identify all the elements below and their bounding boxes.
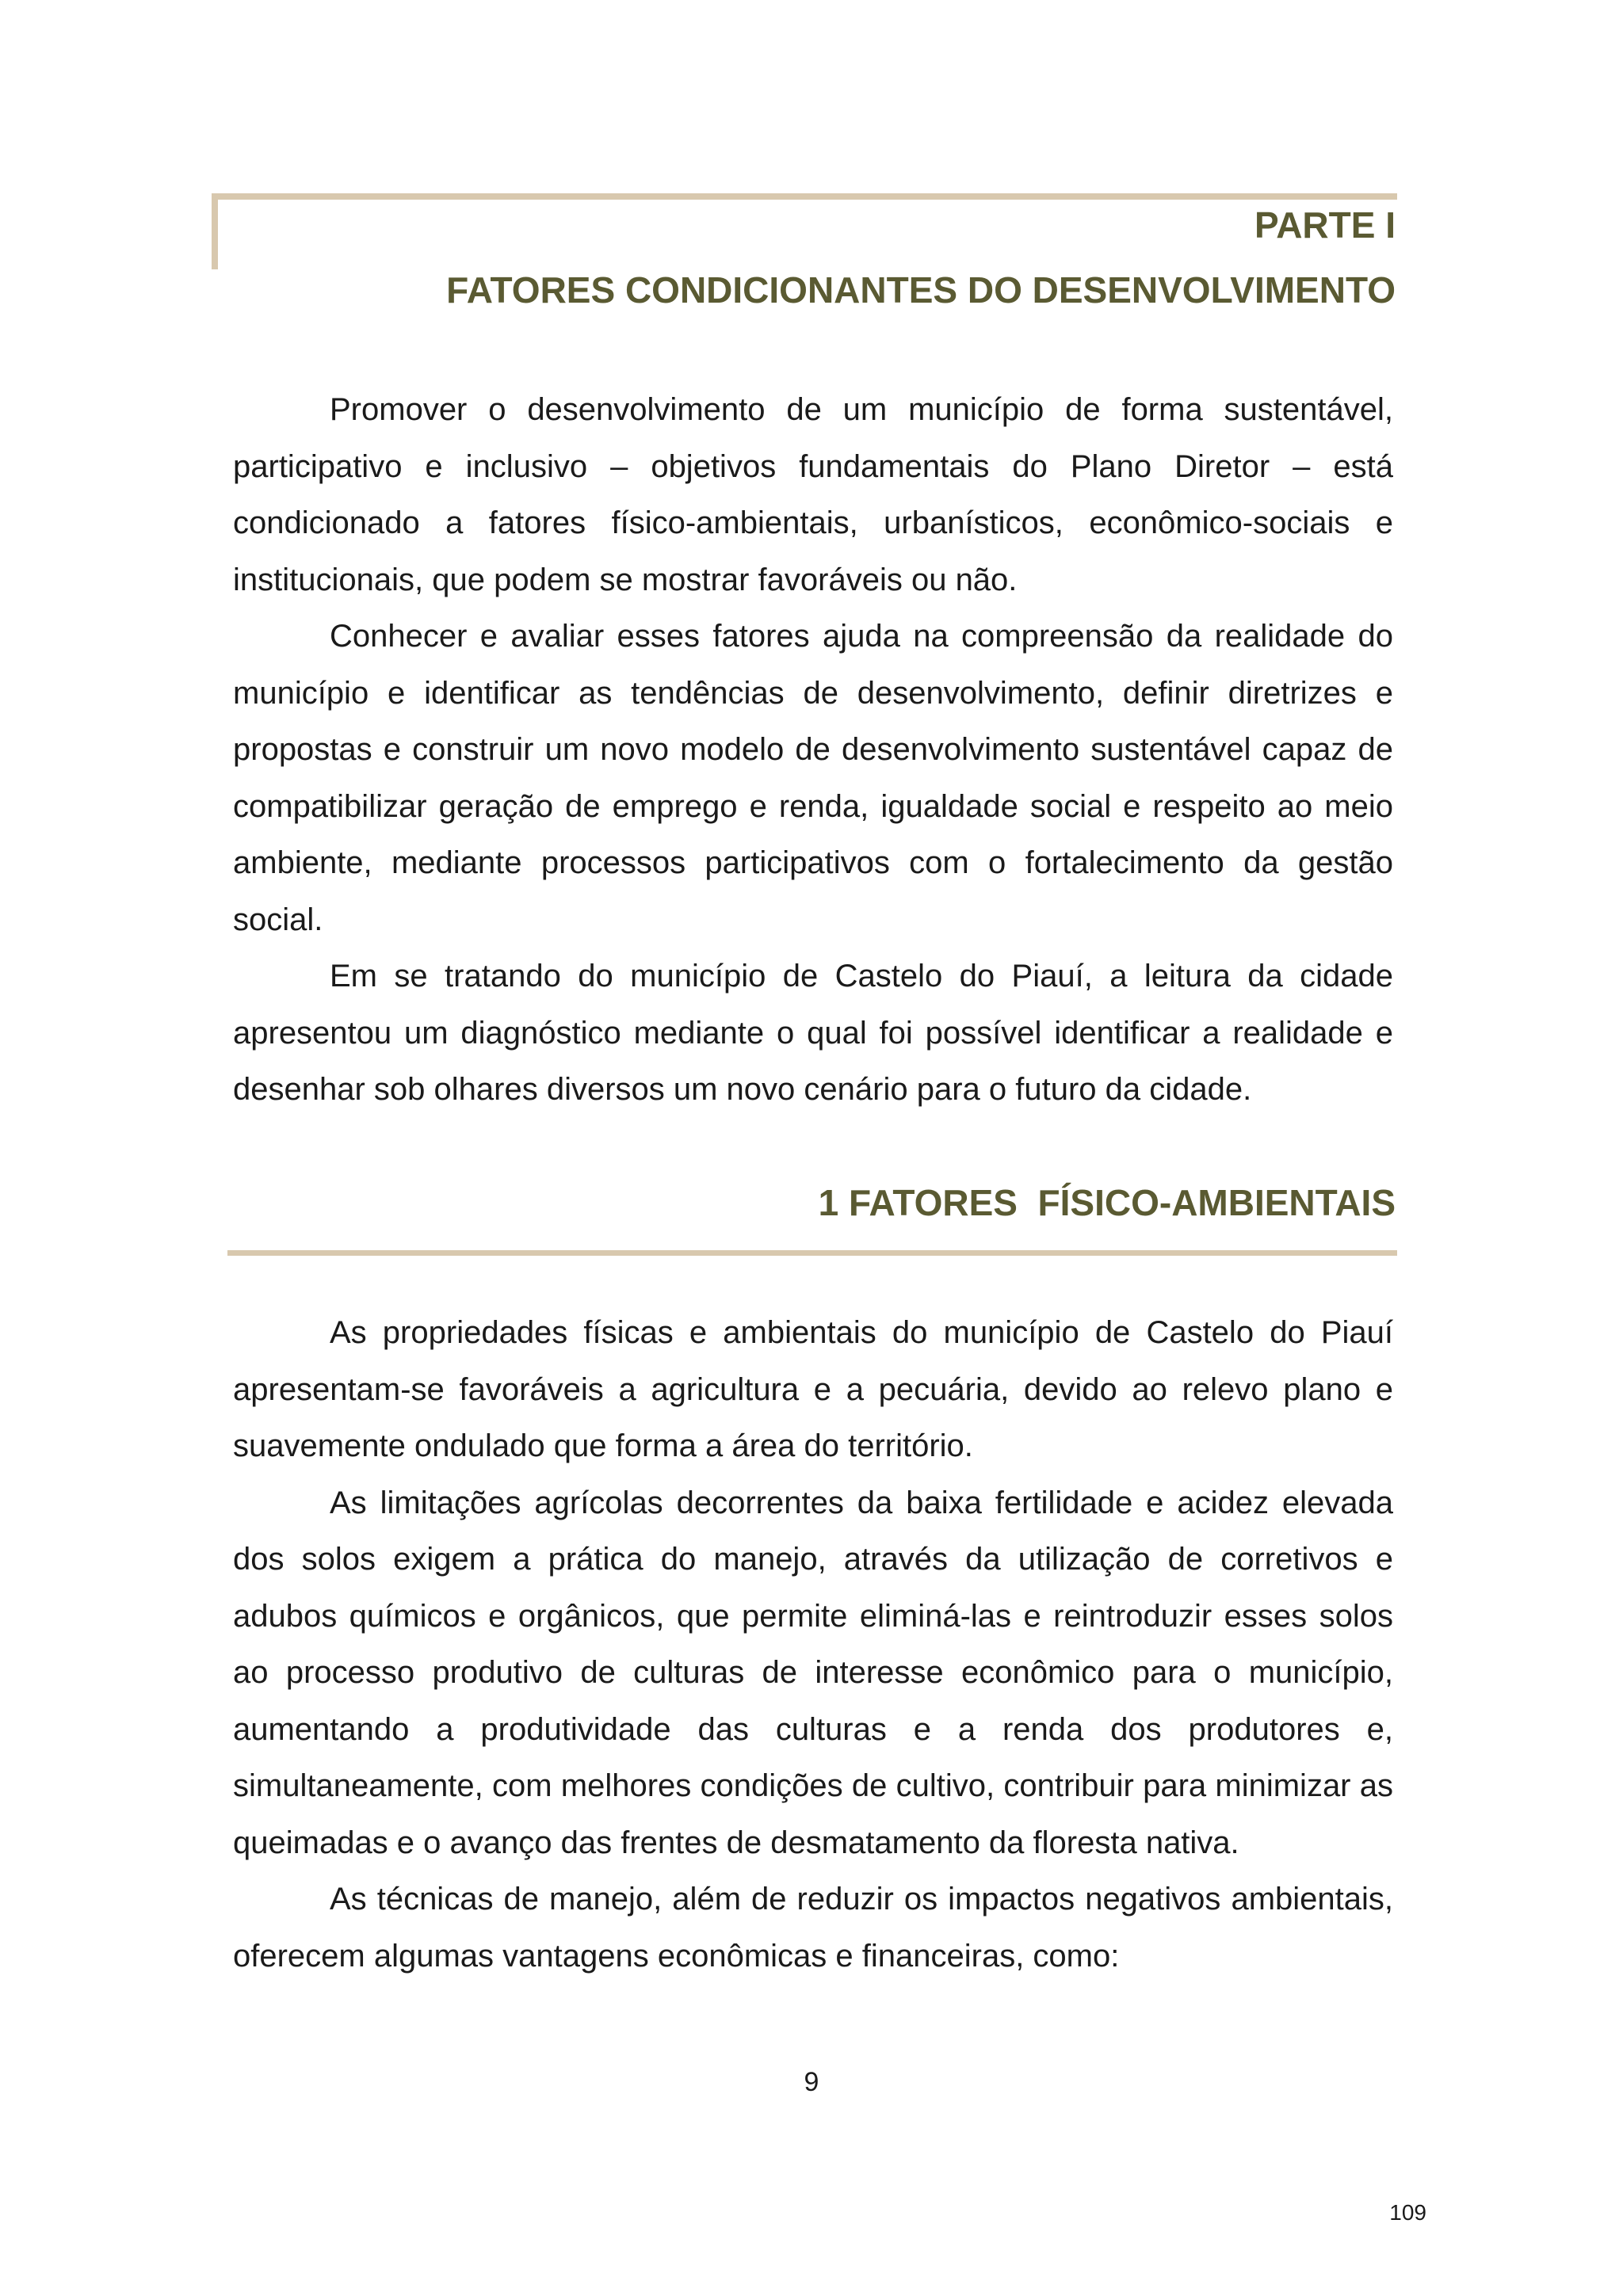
header-left-rule [212, 193, 218, 269]
section-paragraph-3: As técnicas de manejo, além de reduzir os impactos negativos ambientais, oferecem algumas vantagens econômicas e financeiras, como: [233, 1882, 1393, 1974]
section-paragraph-2: As limitações agrícolas decorrentes da baixa fertilidade e acidez elevada dos solos exigem a prática do manejo, através da utilização de corretivos e adubos químicos e orgânicos, que permite eliminá-las e reintroduzir esses solos ao processo produtivo de culturas de interesse econômico para o município, aumentando a produtividade das culturas e a renda dos produtores e, simultaneamente, com melhores condições de cultivo, contribuir para minimizar as queimadas e o avanço das frentes de desmatamento da floresta nativa. [233, 1485, 1393, 1860]
intro-paragraph-3: Em se tratando do município de Castelo do Piauí, a leitura da cidade apresentou um diagnóstico mediante o qual foi possível identificar a realidade e desenhar sob olhares diversos um novo cenário para o futuro da cidade. [233, 959, 1393, 1107]
section-heading: 1 FATORES FÍSICO-AMBIENTAIS [818, 1182, 1396, 1223]
intro-paragraph-1: Promover o desenvolvimento de um município de forma sustentável, participativo e inclusivo – objetivos fundamentais do Plano Diretor – está condicionado a fatores físico-ambientais, urbanísticos, econômico-sociais e institucionais, que podem se mostrar favoráveis ou não. [233, 392, 1393, 597]
part-title: FATORES CONDICIONANTES DO DESENVOLVIMENTO [446, 269, 1396, 311]
section-text [233, 1305, 1393, 1985]
section-paragraph-1: As propriedades físicas e ambientais do município de Castelo do Piauí apresentam-se favoráveis a agricultura e a pecuária, devido ao relevo plano e suavemente ondulado que forma a área do território. [233, 1315, 1393, 1463]
intro-paragraph-2: Conhecer e avaliar esses fatores ajuda na compreensão da realidade do município e identificar as tendências de desenvolvimento, definir diretrizes e propostas e construir um novo modelo de desenvolvimento sustentável capaz de compatibilizar geração de emprego e renda, igualdade social e respeito ao meio ambiente, mediante processos participativos com o fortalecimento da gestão social. [233, 619, 1393, 937]
section-rule [227, 1250, 1397, 1256]
header-top-rule [212, 193, 1397, 200]
page-number: 9 [804, 2067, 819, 2097]
intro-text [233, 382, 1393, 1119]
part-label: PARTE I [1254, 204, 1396, 246]
folio-number: 109 [1389, 2200, 1426, 2225]
